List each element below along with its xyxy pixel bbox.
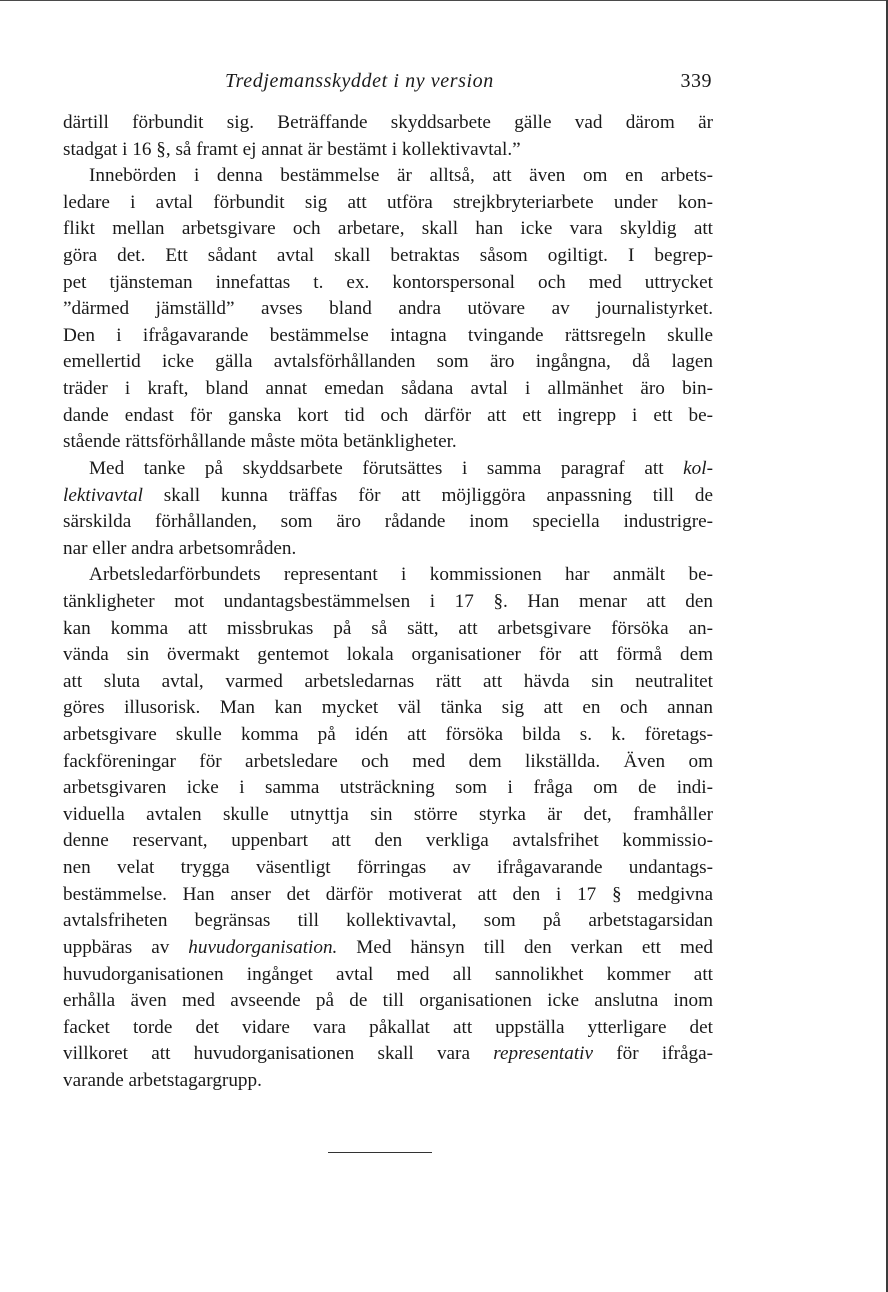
text-line: ”därmed jämställd” avses bland andra utövare av journalistyrket. bbox=[63, 298, 713, 320]
text-line: att sluta avtal, varmed arbetsledarnas rätt att hävda sin neutralitet bbox=[63, 670, 713, 692]
text-line bbox=[63, 1041, 713, 1068]
text-line: göres illusorisk. Man kan mycket väl tänka sig att en och annan bbox=[63, 697, 713, 719]
text-line: nar eller andra arbetsområden. bbox=[63, 537, 297, 559]
text-line: erhålla även med avseende på de till organisationen icke anslutna inom bbox=[63, 990, 713, 1012]
italic-term: lektivavtal bbox=[63, 484, 143, 506]
text-run: uppbäras av bbox=[63, 936, 189, 958]
text-line: pet tjänsteman innefattas t. ex. kontorspersonal och med uttrycket bbox=[63, 271, 713, 293]
text-line: särskilda förhållanden, som äro rådande inom speciella industrigre- bbox=[63, 511, 713, 533]
text-line: viduella avtalen skulle utnyttja sin större styrka är det, framhåller bbox=[63, 803, 713, 825]
scan-edge-top bbox=[0, 0, 888, 1]
text-line: dande endast för ganska kort tid och därför att ett ingrepp i ett be- bbox=[63, 404, 713, 426]
text-line bbox=[63, 456, 713, 483]
italic-term: representativ bbox=[493, 1043, 594, 1065]
text-line bbox=[63, 483, 713, 510]
text-line: Arbetsledarförbundets representant i kommissionen har anmält be- bbox=[89, 564, 713, 586]
text-run: Med hänsyn till den verkan ett med bbox=[337, 936, 713, 958]
text-run: villkoret att huvudorganisationen skall vara bbox=[63, 1043, 494, 1065]
text-line: träder i kraft, bland annat emedan sådana avtal i allmänhet äro bin- bbox=[63, 378, 713, 400]
text-line: stadgat i 16 §, så framt ej annat är bestämt i kollektivavtal.” bbox=[63, 138, 521, 160]
text-line: bestämmelse. Han anser det därför motiverat att den i 17 § medgivna bbox=[63, 883, 713, 905]
text-line: flikt mellan arbetsgivare och arbetare, skall han icke vara skyldig att bbox=[63, 218, 713, 240]
text-line: vända sin övermakt gentemot lokala organisationer för att förmå dem bbox=[63, 644, 713, 666]
text-line: kan komma att missbrukas på så sätt, att arbetsgivare försöka an- bbox=[63, 617, 713, 639]
italic-term: kol- bbox=[683, 457, 713, 479]
text-line: Innebörden i denna bestämmelse är alltså, att även om en arbets- bbox=[89, 165, 713, 187]
text-line: tänkligheter mot undantagsbestämmelsen i 17 §. Han menar att den bbox=[63, 590, 713, 612]
body-text bbox=[63, 110, 713, 1095]
text-line: Den i ifrågavarande bestämmelse intagna tvingande rättsregeln skulle bbox=[63, 324, 713, 346]
text-line: denne reservant, uppenbart att den verkliga avtalsfrihet kommissio- bbox=[63, 830, 713, 852]
running-head bbox=[225, 70, 712, 100]
text-line: därtill förbundit sig. Beträffande skyddsarbete gälle vad därom är bbox=[63, 112, 713, 133]
text-line bbox=[63, 935, 713, 962]
text-run: Med tanke på skyddsarbete förutsättes i samma paragraf att bbox=[89, 457, 684, 479]
text-line: nen velat trygga väsentligt förringas av ifrågavarande undantags- bbox=[63, 857, 713, 879]
text-run: skall kunna träffas för att möjliggöra anpassning till de bbox=[142, 484, 713, 506]
section-end-rule bbox=[328, 1152, 432, 1153]
text-run: för ifråga- bbox=[593, 1043, 713, 1065]
text-line: facket torde det vidare vara påkallat att uppställa ytterligare det bbox=[63, 1016, 713, 1038]
text-line: arbetsgivare skulle komma på idén att försöka bilda s. k. företags- bbox=[63, 724, 713, 746]
text-line: arbetsgivaren icke i samma utsträckning som i fråga om de indi- bbox=[63, 777, 713, 799]
italic-term: huvudorganisation. bbox=[188, 936, 338, 958]
page-number: 339 bbox=[680, 70, 712, 92]
text-line: göra det. Ett sådant avtal skall betraktas såsom ogiltigt. I begrep- bbox=[63, 245, 713, 267]
text-line: fackföreningar för arbetsledare och med dem likställda. Även om bbox=[63, 750, 713, 772]
text-line: varande arbetstagargrupp. bbox=[63, 1069, 262, 1091]
text-line: avtalsfriheten begränsas till kollektivavtal, som på arbetstagarsidan bbox=[63, 910, 713, 932]
text-line: stående rättsförhållande måste möta betänkligheter. bbox=[63, 431, 457, 453]
text-line: huvudorganisationen ingånget avtal med all sannolikhet kommer att bbox=[63, 963, 713, 985]
text-line: emellertid icke gälla avtalsförhållanden som äro ingångna, då lagen bbox=[63, 351, 713, 373]
text-line: ledare i avtal förbundit sig att utföra strejkbryteriarbete under kon- bbox=[63, 191, 713, 213]
running-title: Tredjemansskyddet i ny version bbox=[225, 70, 494, 92]
